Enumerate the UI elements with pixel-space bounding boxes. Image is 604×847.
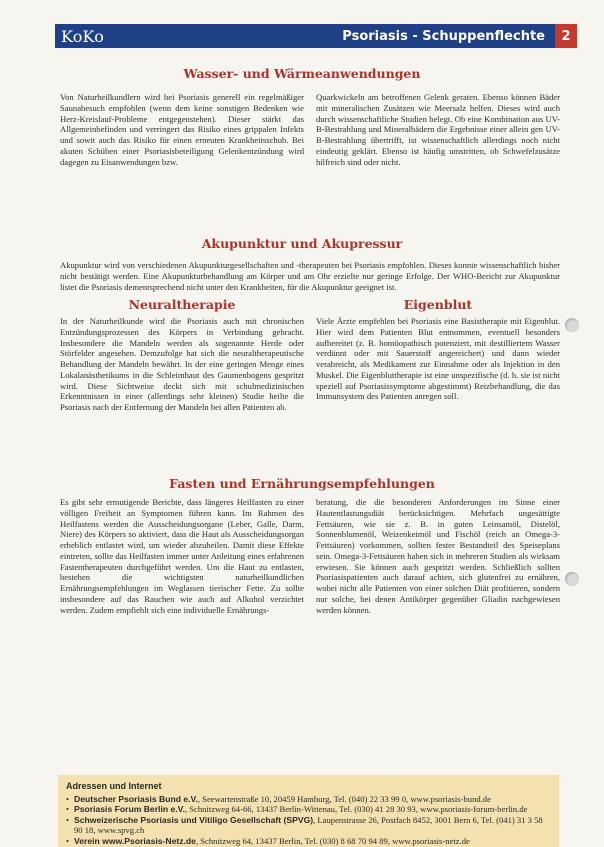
section-title-wasser: Wasser- und Wärmeanwendungen xyxy=(183,66,421,81)
section-title-neuraltherapie: Neuraltherapie xyxy=(128,297,236,312)
address-item: • Verein www.Psoriasis-Netz.de, Schnitzweg 64, 13437 Berlin, Tel. (030) 8 68 70 94 89, www.psoriasis-netz.de xyxy=(66,836,551,847)
address-name: Schweizerische Psoriasis und Vitiligo Gesellschaft (SPVG) xyxy=(74,814,314,825)
address-detail[interactable]: Schnitzweg 64-66, 13437 Berlin-Wittenau, Tel. (030) 41 28 30 93, www.psoriasis-forum-berlin.de xyxy=(189,804,528,815)
akupunktur-text: Akupunktur wird von verschiedenen Akupunkturgesellschaften und -therapeuten bei Psoriasis empfohlen. Dieses konnte wissenschaftlich bisher nicht bestätigt werden. Eine Akupunkturbehandlung am Körper und am Ohr erzielte nur geringe Erfolge. Der WHO-Bericht zur Akupunktur listet die Psoriasis dementsprechend nicht unter den Krankheiten, für die Akupunktur geeignet ist. xyxy=(60,260,560,292)
fasten-text-col2: beratung, die die besonderen Anforderungen im Sinne einer Hautentlastungsdiät berücksichtigen. Mehrfach ungesättigte Fettsäuren, wie sie z. B. in guten Leinsamöl, Distelöl, Sonnenblumenöl, Weizenkeimöl und Fischöl (reich an Omega-3-Fettsäuren) vorkommen, sollten fester Bestandteil des Speiseplans sein. Omega-3-Fettsäuren haben sich in mehreren Studien als wirksam erwiesen. Sie können auch gespritzt werden. Schließlich sollten Psoriasispatienten auch darauf achten, sich glutenfrei zu ernähren, wobei nicht alle Patienten von einer solchen Diät profitieren, sondern nur solche, bei denen Antikörper gegenüber Gliadin nachgewiesen werden können. xyxy=(316,497,560,615)
section-title-akupunktur: Akupunktur und Akupressur xyxy=(201,236,403,251)
header-right xyxy=(342,24,577,48)
address-item: • Schweizerische Psoriasis und Vitiligo Gesellschaft (SPVG), Laupenstrasse 26, Postfach 8452, 3001 Bern 6, Tel. (041) 31 3 58 90 18, www.spvg.ch xyxy=(66,815,551,836)
fasten-text-col1: Es gibt sehr ermutigende Berichte, dass längeres Heilfasten zu einer völligen Freiheit an Symptomen führen kann. Im Rahmen des Heilfastens werden die Ausscheidungsorgane (Leber, Galle, Darm, Niere) des Körpers so aktiviert, dass die Haut als Ausscheidungsorgan erheblich entlastet wird, um wieder abzuheilen. Damit diese Effekte eintreten, sollte das Heilfasten immer unter Anleitung eines erfahrenen Fastentherapeuten durchgeführt werden. Um die Haut zu entlasten, bestehen die wichtigsten naturheilkundlichen Ernährungsempfehlungen im Weglassen tierischer Fette. Zu sollte insbesondere auf das Rauchen wie auch auf Alkohol verzichtet werden. Zudem empfiehlt sich eine individuelle Ernährungs- xyxy=(60,497,304,615)
page-number: 2 xyxy=(555,24,577,48)
section-title-fasten: Fasten und Ernährungsempfehlungen xyxy=(169,476,435,491)
address-name: Psoriasis Forum Berlin e.V. xyxy=(74,804,185,815)
koko-logo: KoKo xyxy=(61,26,105,46)
address-name: Verein www.Psoriasis-Netz.de xyxy=(74,835,196,846)
address-box xyxy=(58,775,559,847)
address-item: • Deutscher Psoriasis Bund e.V., Seewartenstraße 10, 20459 Hamburg, Tel. (040) 22 33 99 0, www.psoriasis-bund.de xyxy=(66,794,551,805)
eigenblut-text: Viele Ärzte empfehlen bei Psoriasis eine Basistherapie mit Eigenblut. Hier wird dem Patienten Blut entnommen, eventuell besonders aufbereitet (z. B. homöopathisch potenziert, mit destilliertem Wasser verdünnt oder mit Sauerstoff angereichert) und dann wieder verabreicht, als Medikament zur Einnahme oder als Injektion in den Muskel. Die Eigenbluttherapie ist eine unspezifische (d. h. sie ist nicht speziell auf Psoriasissymptome abgestimmt) Reizbehandlung, die das Immunsystem des Patienten anregen soll. xyxy=(316,316,560,402)
neuraltherapie-text: In der Naturheilkunde wird die Psoriasis auch mit chronischen Entzündungsprozessen des Körpers in Verbindung gebracht. Insbesondere die Mandeln werden als sogenannte Herde oder Störfelder angesehen. Demzufolge hat sich die neuraltherapeutische Behandlung der Mandeln bewährt. In der eine geringen Menge eines Lokalanästhetikums in die Schleimhaut des Gaumenbogens gespritzt wird. Diese Sichtweise deckt sich mit schulmedizinischen Erkenntnissen in einer (allerdings sehr kleinen) Studie heilte die Psoriasis nach der Entfernung der Mandeln bei allen Patienten ab. xyxy=(60,316,304,412)
address-detail[interactable]: Seewartenstraße 10, 20459 Hamburg, Tel. (040) 22 33 99 0, www.psoriasis-bund.de xyxy=(202,793,491,804)
wasser-text-col2: Quarkwickeln am betroffenen Gelenk geraten. Ebenso können Bäder mit mineralischen Zusätzen wie Meersalz helfen. Dieses wird auch durch wissenschaftliche Studien belegt. Ob eine Kombination aus UV-B-Bestrahlung und Mineralbädern die Ergebnisse einer allein gen UV-B-Bestrahlung übertrifft, ist wissenschaftlich allerdings noch nicht eindeutig geklärt. Ebenso ist häufig umstritten, ob Schwefelzusätze hilfreich sind oder nicht. xyxy=(316,92,560,167)
section-title-eigenblut: Eigenblut xyxy=(403,297,473,312)
header-title: Psoriasis - Schuppenflechte xyxy=(342,28,545,44)
page-header xyxy=(55,24,577,48)
address-name: Deutscher Psoriasis Bund e.V. xyxy=(74,793,198,804)
binder-hole-bottom xyxy=(565,572,579,586)
binder-hole-top xyxy=(565,318,579,332)
address-detail[interactable]: Schnitzweg 64, 13437 Berlin, Tel. (030) 8 68 70 94 89, www.psoriasis-netz.de xyxy=(200,835,470,846)
wasser-text-col1: Von Naturheilkundlern wird bei Psoriasis generell ein regelmäßiger Saunabesuch empfohlen (wenn dem keine sonstigen Bedenken wie Herz-Kreislauf-Probleme entgegenstehen). Dieser stärkt das Allgemeinbefinden und verringert das Risiko eines grippalen Infekts und sowit auch das Risiko für einen erneuten Krankheitsschub. Bei akuten Schüben einer Psoriasisbeteiligung Gelenkentzündung wird dagegen zu Eisanwendungen bzw. xyxy=(60,92,304,167)
address-detail[interactable]: Laupenstrasse 26, Postfach 8452, 3001 Bern 6, Tel. (041) 31 3 58 90 18, www.spvg.ch xyxy=(74,814,543,836)
address-item: • Psoriasis Forum Berlin e.V., Schnitzweg 64-66, 13437 Berlin-Wittenau, Tel. (030) 41 28 30 93, www.psoriasis-forum-berlin.de xyxy=(66,804,551,815)
address-heading: Adressen und Internet xyxy=(66,781,162,791)
